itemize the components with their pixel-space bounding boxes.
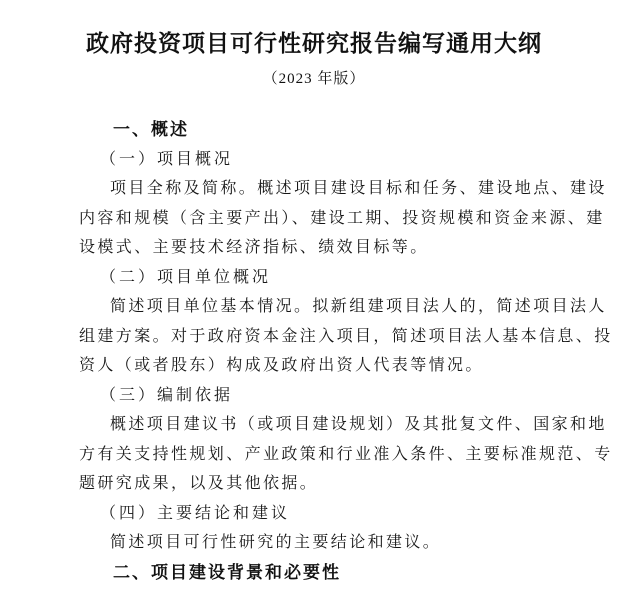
sub-section-heading: （一）项目概况 [100, 150, 234, 168]
paragraph [79, 410, 615, 499]
document-title: 政府投资项目可行性研究报告编写通用大纲 [86, 31, 542, 56]
section-heading: 二、项目建设背景和必要性 [113, 562, 341, 582]
document-subtitle: （2023 年版） [262, 70, 366, 87]
paragraph-line: 资人（或者股东）构成及政府出资人代表等情况。 [79, 357, 484, 374]
document-body [79, 115, 615, 587]
paragraph-line: 内容和规模（含主要产出）、建设工期、投资规模和资金来源、建 [79, 209, 605, 227]
paragraph-line: 简述项目可行性研究的主要结论和建议。 [110, 534, 442, 551]
sub-section-heading: （三）编制依据 [100, 386, 234, 404]
sub-section-heading: （二）项目单位概况 [100, 268, 272, 286]
paragraph-line: 概述项目建议书（或项目建设规划）及其批复文件、国家和地 [110, 416, 607, 433]
paragraph-line: 项目全称及简称。概述项目建设目标和任务、建设地点、建设 [110, 180, 607, 197]
paragraph [79, 174, 615, 263]
paragraph [79, 528, 615, 558]
paragraph-line: 组建方案。对于政府资本金注入项目，简述项目法人基本信息、投 [79, 327, 613, 345]
paragraph [79, 292, 615, 381]
paragraph-line: 简述项目单位基本情况。拟新组建项目法人的，简述项目法人 [110, 298, 607, 315]
paragraph-line: 方有关支持性规划、产业政策和行业准入条件、主要标准规范、专 [79, 445, 613, 463]
sub-section-heading: （四）主要结论和建议 [100, 504, 291, 522]
paragraph-line: 设模式、主要技术经济指标、绩效目标等。 [79, 239, 429, 256]
section-heading: 一、概述 [113, 120, 189, 139]
paragraph-line: 题研究成果，以及其他依据。 [79, 475, 319, 492]
